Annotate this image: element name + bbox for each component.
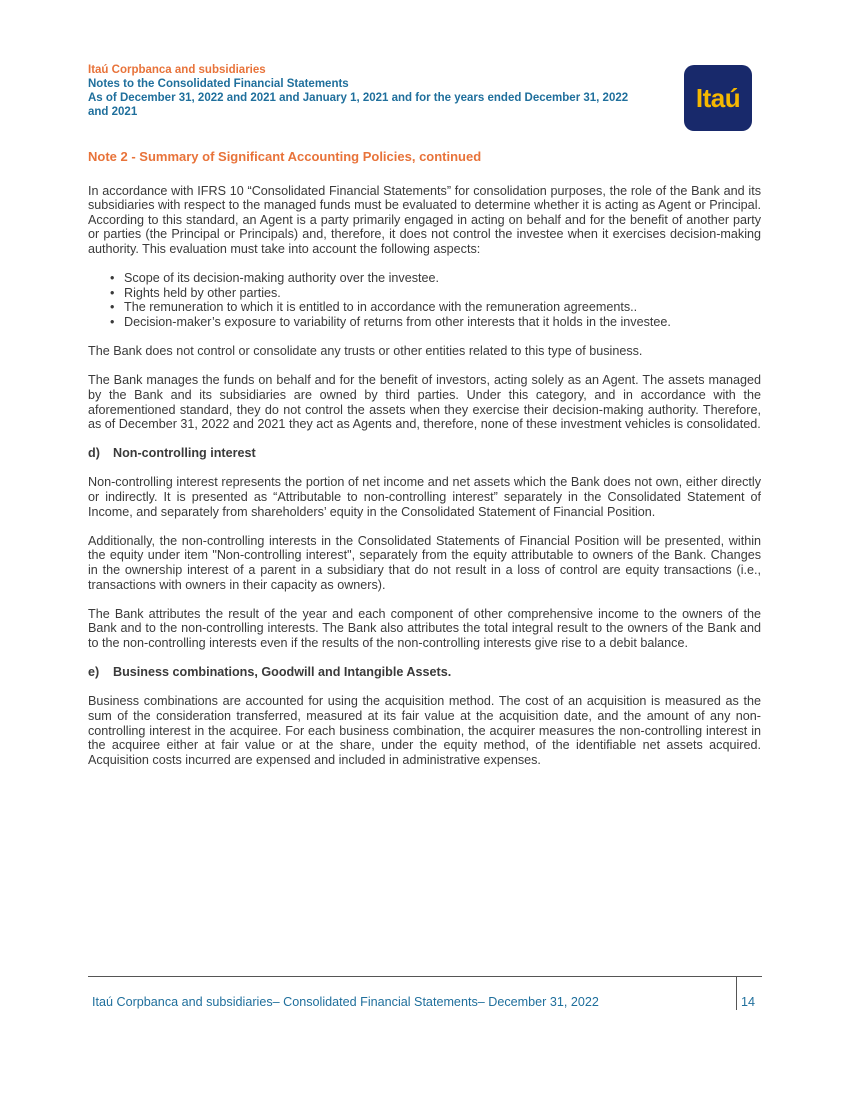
footer-separator [736, 976, 737, 1010]
list-item: • The remuneration to which it is entitled to in accordance with the remuneration agreements.. [110, 300, 761, 315]
logo-text: Itaú [695, 82, 741, 113]
page-number: 14 [741, 995, 756, 1009]
section-d-paragraph-2: Additionally, the non-controlling interests in the Consolidated Statements of Financial Position will be presented, within the equity under item "Non-controlling interest", separately from the equity attributable to owners of the Bank. Changes in the ownership interest of a parent in a subsidiary that do not result in a loss of control are equity transactions (i.e., transactions with owners in their capacity as owners). [88, 533, 761, 592]
list-item: • Rights held by other parties. [110, 286, 761, 301]
page-header [88, 63, 688, 119]
list-item: • Scope of its decision-making authority over the investee. [110, 271, 761, 286]
header-period-line2: and 2021 [88, 106, 138, 118]
section-d-paragraph-3: The Bank attributes the result of the year and each component of other comprehensive income to the owners of the Bank and to the non-controlling interests. The Bank also attributes the total integral result to the owners of the Bank and to the non-controlling interests even if the results of the non-controlling interests give rise to a debit balance. [88, 606, 761, 650]
header-subtitle: Notes to the Consolidated Financial Statements [88, 78, 349, 90]
itau-logo [684, 65, 752, 131]
section-d-title: Non-controlling interest [113, 446, 256, 461]
header-company: Itaú Corpbanca and subsidiaries [88, 64, 266, 76]
document-body [88, 150, 761, 782]
aspects-list [88, 271, 761, 329]
note-title: Note 2 - Summary of Significant Accounting Policies, continued [88, 149, 482, 164]
paragraph-trusts: The Bank does not control or consolidate any trusts or other entities related to this type of business. [88, 344, 643, 359]
paragraph-funds: The Bank manages the funds on behalf and for the benefit of investors, acting solely as an Agent. The assets managed by the Bank and its subsidiaries are owned by third parties. Under this category, and in accordance with the aforementioned standard, they do not control the assets when they exercise their decision-making authority. Therefore, as of December 31, 2022 and 2021 they act as Agents and, therefore, none of these investment vehicles is consolidated. [88, 373, 761, 432]
section-d-letter: d) [88, 446, 100, 461]
section-e-paragraph-1: Business combinations are accounted for using the acquisition method. The cost of an acquisition is measured as the sum of the consideration transferred, measured at its fair value at the acquisition date, and the amount of any non-controlling interest in the acquiree. For each business combination, the acquirer measures the non-controlling interest in the acquiree either at fair value or at the share, under the equity method, of the identifiable net assets acquired. Acquisition costs incurred are expensed and included in administrative expenses. [88, 694, 761, 767]
header-period-line1: As of December 31, 2022 and 2021 and January 1, 2021 and for the years ended December 31, 2022 [88, 92, 629, 104]
list-item: • Decision-maker’s exposure to variability of returns from other interests that it holds in the investee. [110, 315, 761, 330]
section-e-heading [88, 665, 761, 680]
section-d-heading [88, 446, 761, 461]
section-d-paragraph-1: Non-controlling interest represents the portion of net income and net assets which the Bank does not own, either directly or indirectly. It is presented as “Attributable to non-controlling interest” separately in the Consolidated Statement of Income, and separately from shareholders’ equity in the Consolidated Statement of Financial Position. [88, 475, 761, 519]
footer-text: Itaú Corpbanca and subsidiaries– Consolidated Financial Statements– December 31, 2022 [92, 995, 599, 1009]
footer-divider [88, 976, 762, 977]
section-e-title: Business combinations, Goodwill and Intangible Assets. [113, 665, 452, 680]
section-e-letter: e) [88, 665, 100, 680]
intro-paragraph: In accordance with IFRS 10 “Consolidated Financial Statements” for consolidation purposes, the role of the Bank and its subsidiaries with respect to the managed funds must be evaluated to determine whether it is acting as Agent or Principal. According to this standard, an Agent is a party primarily engaged in acting on behalf and for the benefit of another party or parties (the Principal or Principals) and, therefore, it does not control the investee when it exercises decision-making authority. This evaluation must take into account the following aspects: [88, 183, 761, 256]
